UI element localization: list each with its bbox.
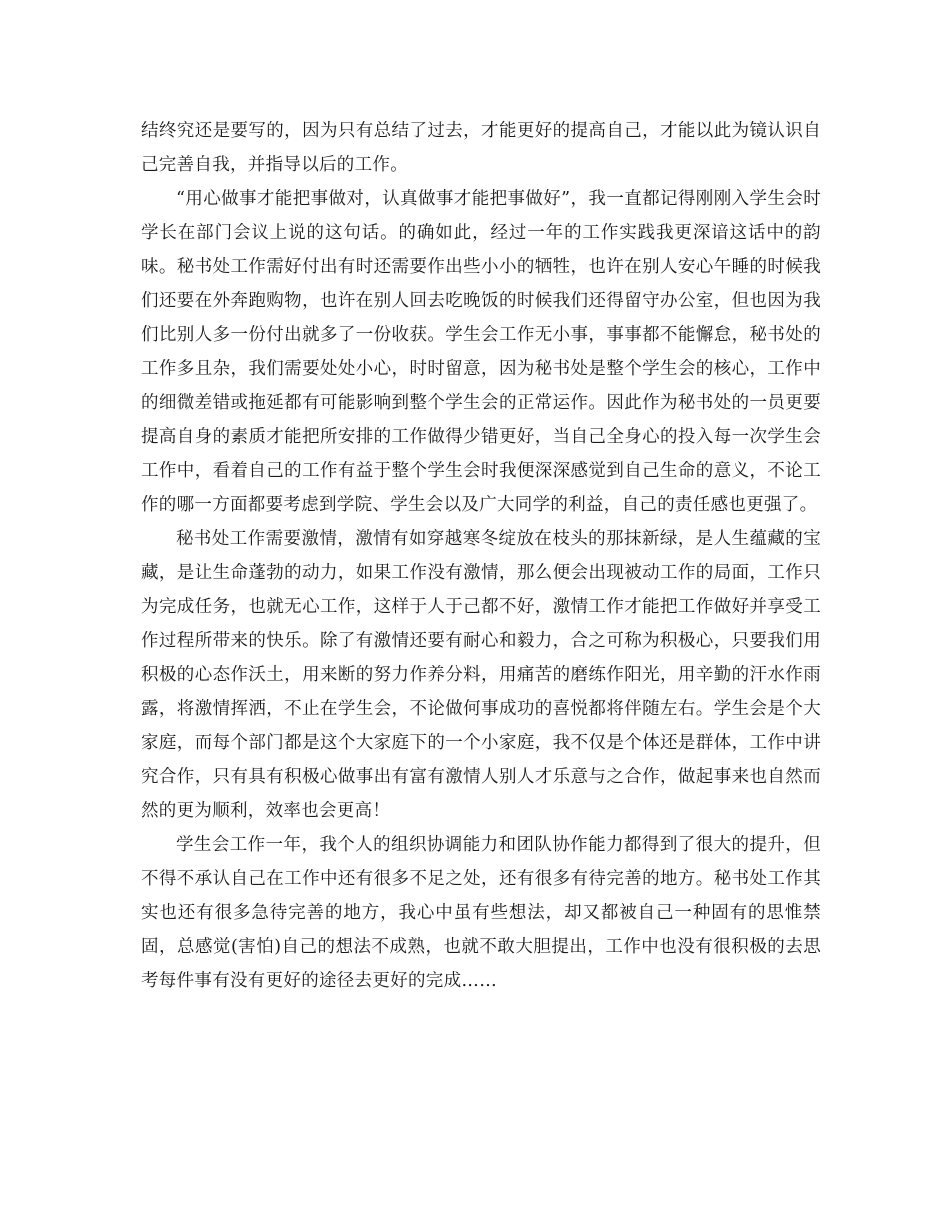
paragraph-4: 学生会工作一年，我个人的组织协调能力和团队协作能力都得到了很大的提升，但不得不承认自己在工作中还有很多不足之处，还有很多有待完善的地方。秘书处工作其实也还有很多急待完善的地方，我心中虽有些想法，却又都被自己一种固有的思惟禁固，总感觉(害怕)自己的想法不成熟，也就不敢大胆提出，工作中也没有很积极的去思考每件事有没有更好的途径去更好的完成…… — [141, 835, 821, 991]
paragraph-1: 结终究还是要写的，因为只有总结了过去，才能更好的提高自己，才能以此为镜认识自己完善自我，并指导以后的工作。 — [141, 121, 821, 175]
document-body — [141, 114, 821, 998]
paragraph-2: “用心做事才能把事做对，认真做事才能把事做好”，我一直都记得刚刚入学生会时学长在部门会议上说的这句话。的确如此，经过一年的工作实践我更深谙这话中的韵味。秘书处工作需好付出有时还需要作出些小小的牺牲，也许在别人安心午睡的时候我们还要在外奔跑购物，也许在别人回去吃晚饭的时候我们还得留守办公室，但也因为我们比别人多一份付出就多了一份收获。学生会工作无小事，事事都不能懈怠，秘书处的工作多且杂，我们需要处处小心，时时留意，因为秘书处是整个学生会的核心，工作中的细微差错或拖延都有可能影响到整个学生会的正常运作。因此作为秘书处的一员更要提高自身的素质才能把所安排的工作做得少错更好，当自己全身心的投入每一次学生会工作中，看着自己的工作有益于整个学生会时我便深深感觉到自己生命的意义，不论工作的哪一方面都要考虑到学院、学生会以及广大同学的利益，自己的责任感也更强了。 — [141, 189, 821, 515]
paragraph-3: 秘书处工作需要激情，激情有如穿越寒冬绽放在枝头的那抹新绿，是人生蕴藏的宝藏，是让生命蓬勃的动力，如果工作没有激情，那么便会出现被动工作的局面，工作只为完成任务，也就无心工作，这样于人于己都不好，激情工作才能把工作做好并享受工作过程所带来的快乐。除了有激情还要有耐心和毅力，合之可称为积极心，只要我们用积极的心态作沃土，用来断的努力作养分料，用痛苦的磨练作阳光，用辛勤的汗水作雨露，将激情挥洒，不止在学生会，不论做何事成功的喜悦都将伴随左右。学生会是个大家庭，而每个部门都是这个大家庭下的一个小家庭，我不仅是个体还是群体，工作中讲究合作，只有具有积极心做事出有富有激情人别人才乐意与之合作，做起事来也自然而然的更为顺利，效率也会更高！ — [141, 529, 821, 821]
